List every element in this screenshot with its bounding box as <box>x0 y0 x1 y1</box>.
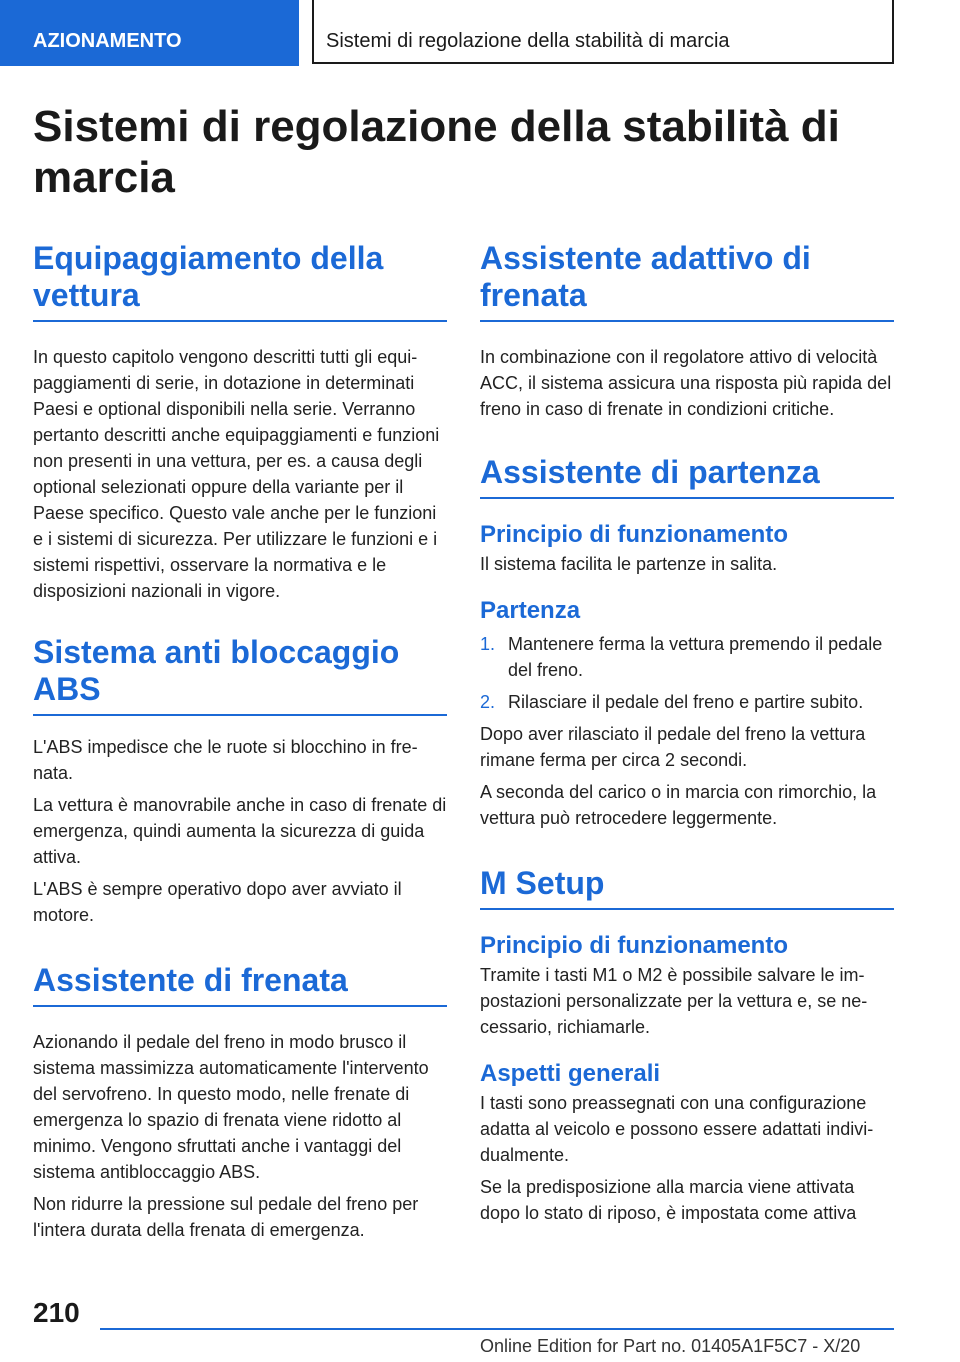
hill-start-paragraph-2: A seconda del carico o in marcia con rimorchio, la vettura può retrocedere leggermente. <box>480 782 877 828</box>
abs-paragraph-3: L'ABS è sempre operativo dopo aver avviato il motore. <box>33 879 402 925</box>
general-aspects-paragraph-1: I tasti sono preassegnati con una configurazione adatta al veicolo e possono essere adattati individualmente. <box>480 1093 874 1165</box>
hill-start-principle-heading: Principio di funzionamento <box>480 521 788 548</box>
list-item <box>480 689 894 715</box>
general-aspects-paragraph-2: Se la predisposizione alla marcia viene attivata dopo lo stato di riposo, è impostata come attiva <box>480 1177 857 1223</box>
abs-paragraph-1: L'ABS impedisce che le ruote si blocchino in frenata. <box>33 737 418 783</box>
adaptive-brake-text: In combinazione con il regolatore attivo di velocità ACC, il sistema assicura una risposta più rapida del freno in caso di frenate in condizioni critiche. <box>480 347 892 419</box>
brake-assist-heading: Assistente di frenata <box>33 962 447 1007</box>
m-setup-principle-text: Tramite i tasti M1 o M2 è possibile salvare le impostazioni personalizzate per la vettura e, se necessario, richiamarle. <box>480 965 868 1037</box>
step-number: 1. <box>480 634 496 654</box>
equipment-text: In questo capitolo vengono descritti tutti gli equipaggiamenti di serie, in dotazione in determinati Paesi e optional disponibili nella serie. Verranno pertanto descritti anche equipaggiamenti e funzioni non presenti in una vettura, per es. a causa degli optional selezionati oppure della variante per il Paese specifico. Questo vale anche per le funzioni e i sistemi di sicurezza. Per utilizzare le funzioni e i sistemi rispettivi, osservare la normativa e le disposizioni nazionali in vigore. <box>33 347 440 601</box>
equipment-heading: Equipaggiamento della vettura <box>33 240 447 322</box>
brake-assist-paragraph-2: Non ridurre la pressione sul pedale del freno per l'intera durata della frenata di emergenza. <box>33 1194 419 1240</box>
start-steps-list <box>480 631 894 715</box>
header-chapter-title: Sistemi di regolazione della stabilità di marcia <box>312 0 894 64</box>
list-item <box>480 631 894 683</box>
hill-start-principle-text: Il sistema facilita le partenze in salita. <box>480 554 778 574</box>
left-column <box>33 240 447 1249</box>
footer-divider <box>100 1328 894 1330</box>
step-text: Mantenere ferma la vettura premendo il pedale del freno. <box>508 634 883 680</box>
header-section-tab: AZIONAMENTO <box>0 0 299 66</box>
right-column <box>480 240 894 1232</box>
hill-start-paragraph-1: Dopo aver rilasciato il pedale del freno la vettura rimane ferma per circa 2 secondi. <box>480 724 866 770</box>
footer-edition-text: Online Edition for Part no. 01405A1F5C7 - X/20 <box>480 1336 861 1356</box>
m-setup-principle-heading: Principio di funzionamento <box>480 932 788 959</box>
adaptive-brake-heading: Assistente adattivo di frenata <box>480 240 894 322</box>
abs-paragraph-2: La vettura è manovrabile anche in caso di frenate di emergenza, quindi aumenta la sicurezza di guida attiva. <box>33 795 447 867</box>
start-heading: Partenza <box>480 597 581 624</box>
general-aspects-heading: Aspetti generali <box>480 1060 661 1087</box>
m-setup-heading: M Setup <box>480 865 894 910</box>
abs-heading: Sistema anti bloccaggio ABS <box>33 634 447 716</box>
brake-assist-paragraph-1: Azionando il pedale del freno in modo brusco il sistema massimizza automaticamente l'intervento del servofreno. In questo modo, nelle frenate di emergenza lo spazio di frenata viene ridotto al minimo. Vengono sfruttati anche i vantaggi del sistema antibloccaggio ABS. <box>33 1032 429 1182</box>
hill-start-heading: Assistente di partenza <box>480 454 894 499</box>
step-text: Rilasciare il pedale del freno e partire subito. <box>508 692 864 712</box>
page-number: 210 <box>33 1297 80 1328</box>
step-number: 2. <box>480 692 496 712</box>
page-title: Sistemi di regolazione della stabilità di marcia <box>33 102 840 202</box>
